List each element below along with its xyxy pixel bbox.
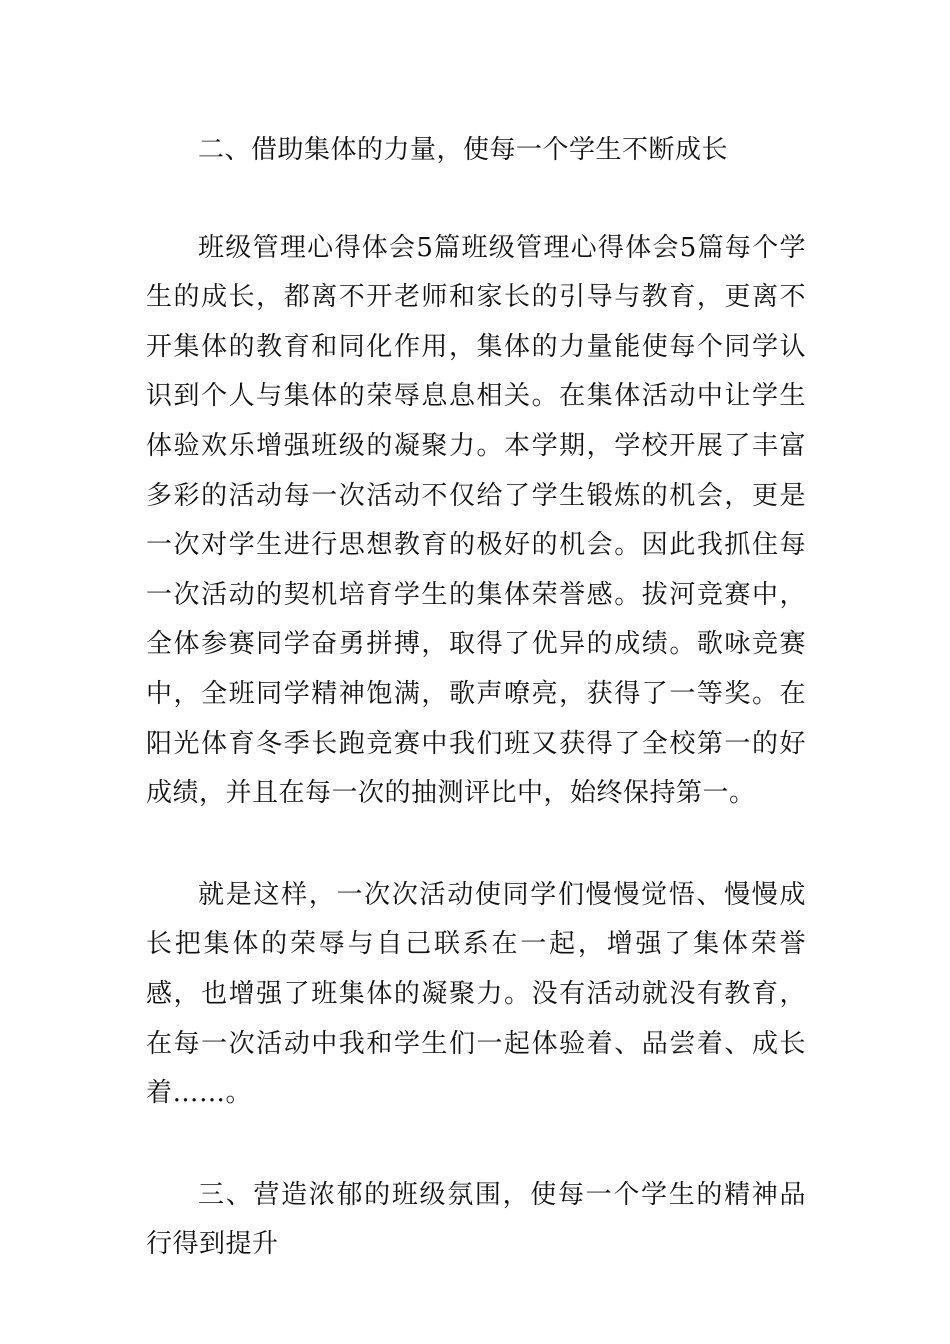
body-paragraph-2: 就是这样，一次次活动使同学们慢慢觉悟、慢慢成长把集体的荣辱与自己联系在一起，增强了集体荣誉感，也增强了班集体的凝聚力。没有活动就没有教育，在每一次活动中我和学生们一起体验着、品尝着、成长着……。 xyxy=(146,879,806,1109)
body-paragraph-1: 班级管理心得体会5篇班级管理心得体会5篇每个学生的成长，都离不开老师和家长的引导与教育，更离不开集体的教育和同化作用，集体的力量能使每个同学认识到个人与集体的荣辱息息相关。在集体活动中让学生体验欢乐增强班级的凝聚力。本学期，学校开展了丰富多彩的活动每一次活动不仅给了学生锻炼的机会，更是一次对学生进行思想教育的极好的机会。因此我抓住每一次活动的契机培育学生的集体荣誉感。拔河竞赛中，全体参赛同学奋勇拼搏，取得了优异的成绩。歌咏竞赛中，全班同学精神饱满，歌声嘹亮，获得了一等奖。在阳光体育冬季长跑竞赛中我们班又获得了全校第一的好成绩，并且在每一次的抽测评比中，始终保持第一。 xyxy=(146,232,806,809)
section-heading-2: 二、借助集体的力量，使每一个学生不断成长 xyxy=(198,135,729,165)
document-page xyxy=(146,126,806,1270)
section-heading-3: 三、营造浓郁的班级氛围，使每一个学生的精神品行得到提升 xyxy=(146,1179,806,1260)
